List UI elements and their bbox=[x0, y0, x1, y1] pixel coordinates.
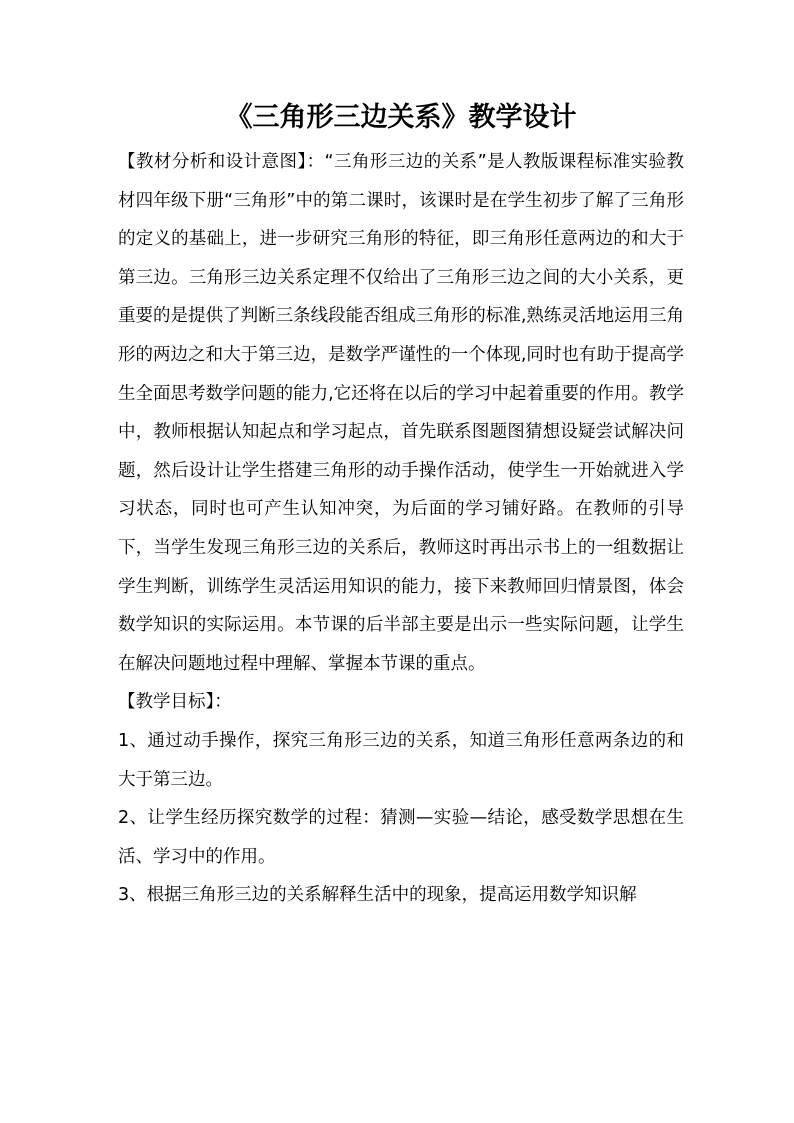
paragraph-objective-2: 2、让学生经历探究数学的过程：猜测—实验—结论，感受数学思想在生活、学习中的作用。 bbox=[118, 808, 684, 867]
paragraph-objective-3: 3、根据三角形三边的关系解释生活中的现象，提高运用数学知识解 bbox=[118, 885, 637, 906]
paragraph-objective-1: 1、通过动手操作，探究三角形三边的关系，知道三角形任意两条边的和大于第三边。 bbox=[118, 730, 684, 790]
document-page bbox=[118, 93, 684, 915]
document-title: 《三角形三边关系》教学设计 bbox=[225, 102, 577, 133]
paragraph-design-intent: 【教材分析和设计意图】：“三角形三边的关系”是人教版课程标准实验教材四年级下册“三角形”中的第二课时，该课时是在学生初步了解了三角形的定义的基础上，进一步研究三角形的特征，即三角形任意两边的和大于第三边。三角形三边关系定理不仅给出了三角形三边之间的大小关系，更重要的是提供了判断三条线段能否组成三角形的标准,熟练灵活地运用三角形的两边之和大于第三边，是数学严谨性的一个体现,同时也有助于提高学生全面思考数学问题的能力,它还将在以后的学习中起着重要的作用。教学中，教师根据认知起点和学习起点，首先联系图题图猜想设疑尝试解决问题，然后设计让学生搭建三角形的动手操作活动，使学生一开始就进入学习状态，同时也可产生认知冲突，为后面的学习铺好路。在教师的引导下，当学生发现三角形三边的关系后，教师这时再出示书上的一组数据让学生判断，训练学生灵活运用知识的能力，接下来教师回归情景图，体会数学知识的实际运用。本节课的后半部主要是出示一些实际问题，让学生在解决问题地过程中理解、掌握本节课的重点。 bbox=[118, 152, 684, 674]
paragraph-objectives-heading: 【教学目标】： bbox=[118, 692, 232, 713]
